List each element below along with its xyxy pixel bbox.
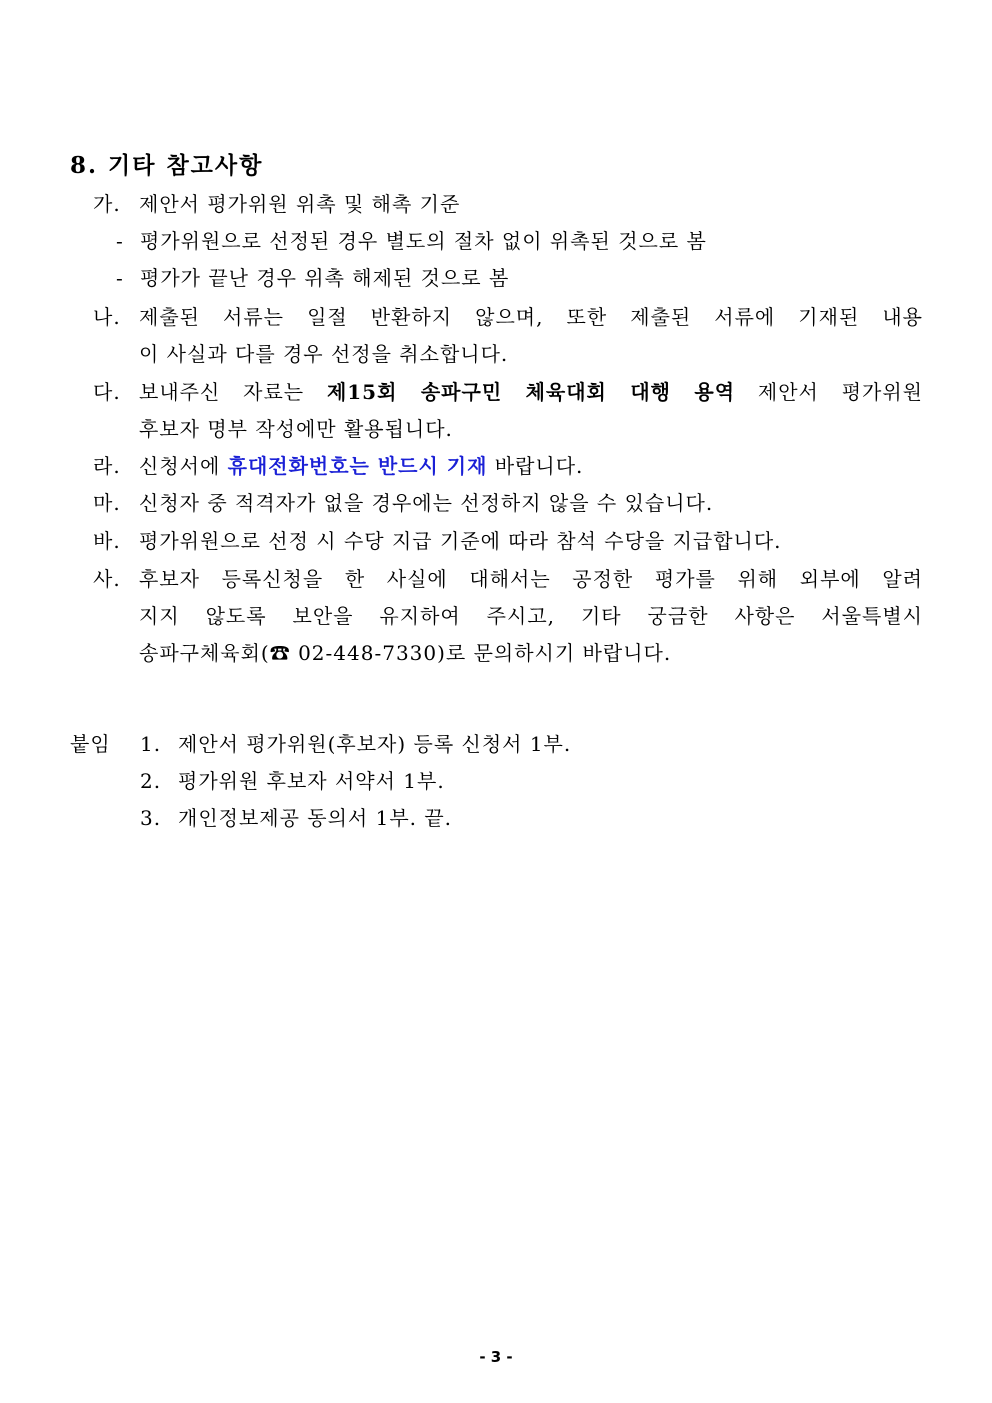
item-na — [93, 303, 923, 331]
item-ra — [93, 452, 923, 480]
item-text: 바랍니다. — [487, 454, 584, 478]
item-text: 평가위원으로 선정 시 수당 지급 기준에 따라 참석 수당을 지급합니다. — [139, 529, 782, 553]
item-text: 후보자 명부 작성에만 활용됩니다. — [139, 417, 453, 441]
item-da — [93, 378, 923, 406]
attachment-number: 2. — [140, 769, 162, 793]
item-sa-continuation-2 — [139, 639, 923, 667]
item-marker: 다. — [93, 380, 121, 404]
project-name: 제15회 송파구민 체육대회 대행 용역 — [326, 380, 736, 404]
attachment-item — [140, 767, 445, 795]
item-text: 보내주신 자료는 — [139, 380, 327, 404]
item-text: 신청자 중 적격자가 없을 경우에는 선정하지 않을 수 있습니다. — [139, 491, 714, 515]
dash-marker: - — [116, 266, 124, 290]
attachment-text: 평가위원 후보자 서약서 1부. — [178, 769, 445, 793]
item-marker: 라. — [93, 454, 121, 478]
item-ba — [93, 527, 923, 555]
item-marker: 가. — [93, 192, 121, 216]
item-ma — [93, 489, 923, 517]
contact-text: 송파구체육회(☎ 02-448-7330)로 문의하시기 바랍니다. — [139, 641, 672, 665]
item-ga-sub-1 — [116, 227, 707, 255]
section-heading: 8. 기타 참고사항 — [70, 152, 264, 179]
item-text: 후보자 등록신청을 한 사실에 대해서는 공정한 평가를 위해 외부에 알려 — [139, 567, 923, 591]
attachment-label: 붙임 — [70, 732, 111, 756]
item-text: 제안서 평가위원 — [735, 380, 923, 404]
item-text: 제안서 평가위원 위촉 및 해촉 기준 — [139, 192, 461, 216]
item-ga — [93, 190, 923, 218]
attachment-item — [140, 730, 571, 758]
attachment-item — [140, 804, 452, 832]
attachment-text: 제안서 평가위원(후보자) 등록 신청서 1부. — [178, 732, 572, 756]
item-text: 신청서에 — [139, 454, 228, 478]
dash-marker: - — [116, 229, 124, 253]
item-marker: 나. — [93, 305, 121, 329]
item-marker: 바. — [93, 529, 121, 553]
sub-text: 평가위원으로 선정된 경우 별도의 절차 없이 위촉된 것으로 봄 — [140, 229, 707, 253]
item-sa — [93, 565, 923, 593]
item-marker: 사. — [93, 567, 121, 591]
item-marker: 마. — [93, 491, 121, 515]
item-text: 지지 않도록 보안을 유지하여 주시고, 기타 궁금한 사항은 서울특별시 — [139, 604, 923, 628]
item-da-continuation — [139, 415, 923, 443]
attachment-number: 3. — [140, 806, 162, 830]
item-na-continuation — [139, 340, 923, 368]
attachment-number: 1. — [140, 732, 162, 756]
page-number: - 3 - — [479, 1348, 513, 1366]
attachment-text: 개인정보제공 동의서 1부. 끝. — [178, 806, 453, 830]
highlight-text: 휴대전화번호는 반드시 기재 — [227, 454, 488, 478]
item-ga-sub-2 — [116, 264, 509, 292]
item-sa-continuation-1 — [139, 602, 923, 630]
item-text: 이 사실과 다를 경우 선정을 취소합니다. — [139, 342, 509, 366]
item-text: 제출된 서류는 일절 반환하지 않으며, 또한 제출된 서류에 기재된 내용 — [139, 305, 923, 329]
sub-text: 평가가 끝난 경우 위촉 해제된 것으로 봄 — [140, 266, 510, 290]
